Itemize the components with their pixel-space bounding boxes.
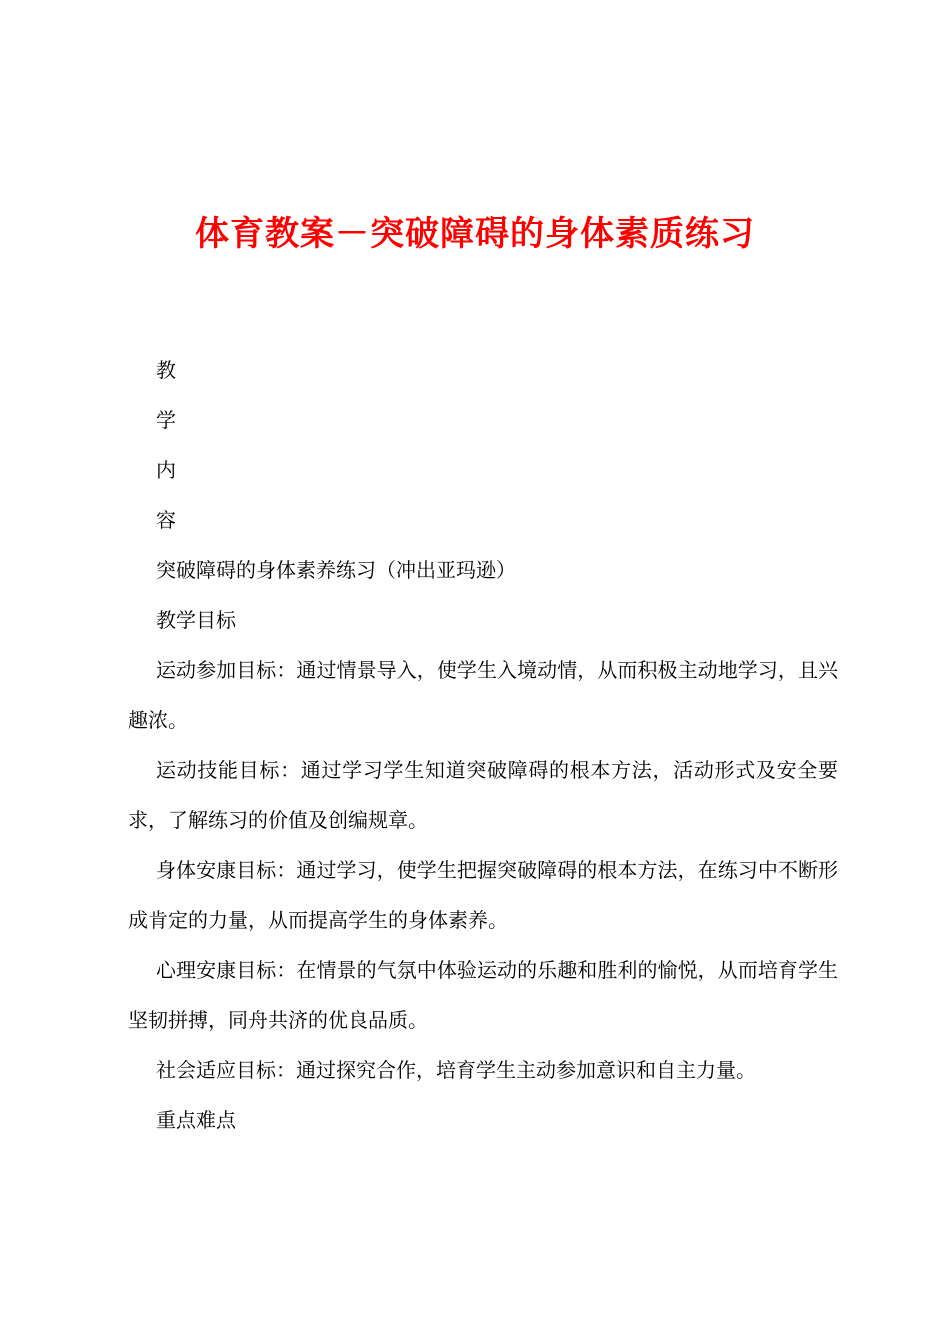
section-heading: 教学目标 [156,608,236,632]
paragraph: 容 [156,508,176,532]
paragraph: 身体安康目标：通过学习，使学生把握突破障碍的根本方法，在练习中不断形成肯定的力量，从而提高学生的身体素养。 [128,858,838,932]
document-body [128,345,838,1145]
paragraph: 学 [156,408,176,432]
paragraph: 突破障碍的身体素养练习（冲出亚玛逊） [156,558,516,582]
document-title: 体育教案－突破障碍的身体素质练习 [195,214,755,254]
paragraph: 社会适应目标：通过探究合作，培育学生主动参加意识和自主力量。 [156,1058,756,1082]
paragraph: 运动技能目标：通过学习学生知道突破障碍的根本方法，活动形式及安全要求，了解练习的价值及创编规章。 [128,758,838,832]
paragraph: 教 [156,358,176,382]
section-heading: 重点难点 [156,1108,236,1132]
paragraph: 心理安康目标：在情景的气氛中体验运动的乐趣和胜利的愉悦，从而培育学生坚韧拼搏，同舟共济的优良品质。 [128,958,838,1032]
paragraph: 运动参加目标：通过情景导入，使学生入境动情，从而积极主动地学习，且兴趣浓。 [128,658,838,732]
paragraph: 内 [156,458,176,482]
